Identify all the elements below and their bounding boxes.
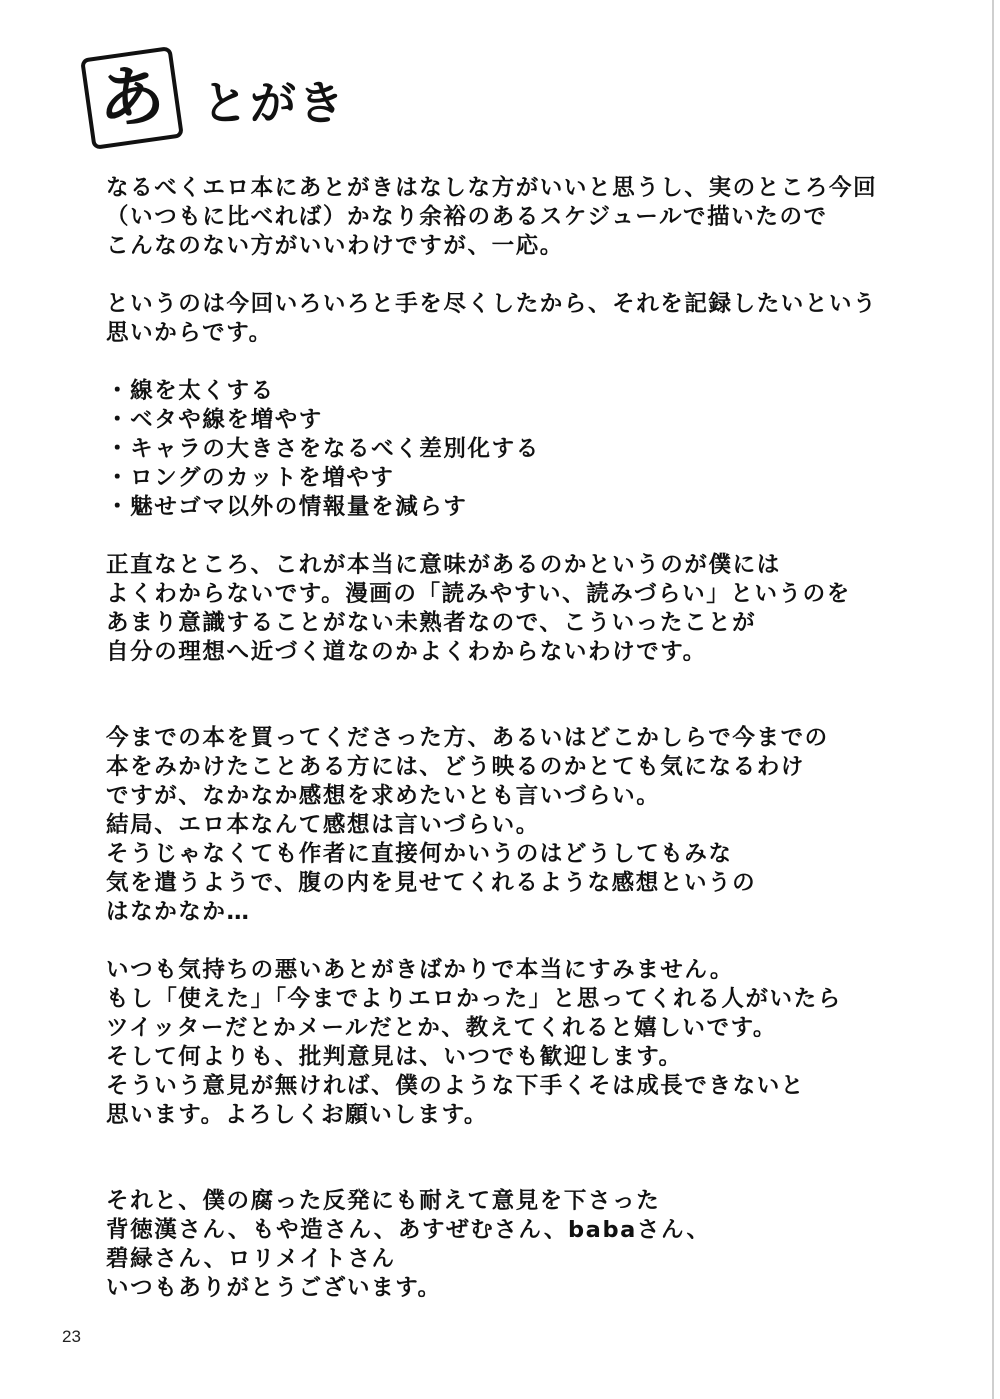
text-line: ツイッターだとかメールだとか、教えてくれると嬉しいです。 (106, 1015, 777, 1041)
list-item: ・ロングのカットを増やす (106, 465, 395, 491)
text-line: なるべくエロ本にあとがきはなしな方がいいと思うし、実のところ今回 (106, 175, 878, 201)
text-line: いつもありがとうございます。 (106, 1275, 442, 1301)
list-item: ・線を太くする (106, 378, 275, 404)
text-line: そして何よりも、批判意見は、いつでも歓迎します。 (106, 1044, 683, 1070)
paragraph-request (106, 956, 906, 1130)
text-line: ですが、なかなか感想を求めたいとも言いづらい。 (106, 783, 661, 809)
text-line: 自分の理想へ近づく道なのかよくわからないわけです。 (106, 639, 707, 665)
text-line: というのは今回いろいろと手を尽くしたから、それを記録したいという (106, 291, 878, 317)
title-text: とがき (202, 76, 346, 130)
page-title (82, 44, 482, 154)
list-item: ・キャラの大きさをなるべく差別化する (106, 436, 540, 462)
text-line: いつも気持ちの悪いあとがきばかりで本当にすみません。 (106, 957, 734, 983)
text-line: 今までの本を買ってくださった方、あるいはどこかしらで今までの (106, 725, 829, 751)
text-line: 本をみかけたことある方には、どう映るのかとても気になるわけ (106, 754, 805, 780)
text-line: 正直なところ、これが本当に意味があるのかというのが僕には (106, 552, 781, 578)
paragraph-honesty (106, 551, 906, 667)
page-edge-line (992, 0, 994, 1399)
page-number: 23 (62, 1327, 81, 1346)
text-line: 思います。よろしくお願いします。 (106, 1102, 489, 1128)
text-line: 碧緑さん、ロリメイトさん (106, 1246, 396, 1272)
title-boxed-char: あ (99, 59, 165, 136)
text-line: こんなのない方がいいわけですが、一応。 (106, 233, 564, 259)
text-line: 思いからです。 (106, 320, 273, 346)
text-line: はなかなか… (106, 899, 251, 925)
paragraph-readers (106, 724, 906, 927)
text-line: 結局、エロ本なんて感想は言いづらい。 (106, 812, 540, 838)
text-line: よくわからないです。漫画の「読みやすい、読みづらい」というのを (106, 581, 851, 607)
list-item: ・魅せゴマ以外の情報量を減らす (106, 494, 468, 520)
text-line: それと、僕の腐った反発にも耐えて意見を下さった (106, 1188, 661, 1214)
paragraph-thanks (106, 1187, 906, 1303)
text-line: （いつもに比べれば）かなり余裕のあるスケジュールで描いたので (106, 204, 828, 230)
text-line: 背徳漢さん、もや造さん、あすぜむさん、babaさん、 (106, 1217, 711, 1243)
afterword-body (106, 174, 906, 1303)
text-line: あまり意識することがない未熟者なので、こういったことが (106, 610, 757, 636)
text-line: もし「使えた」「今までよりエロかった」と思ってくれる人がいたら (106, 986, 842, 1012)
title-boxed-frame (80, 46, 184, 150)
paragraph-intro (106, 174, 906, 261)
paragraph-reason (106, 290, 906, 348)
text-line: そうじゃなくても作者に直接何かいうのはどうしてもみな (106, 841, 733, 867)
list-item: ・ベタや線を増やす (106, 407, 323, 433)
text-line: そういう意見が無ければ、僕のような下手くそは成長できないと (106, 1073, 805, 1099)
bullet-list (106, 377, 906, 522)
text-line: 気を遣うようで、腹の内を見せてくれるような感想というの (106, 870, 757, 896)
